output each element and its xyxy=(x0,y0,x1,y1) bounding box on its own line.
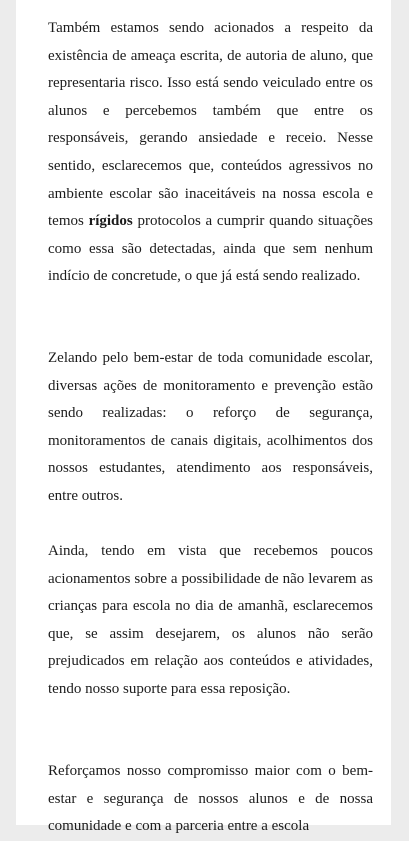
paragraph-threat-notice-text-start: Também estamos sendo acionados a respeito da existência de ameaça escrita, de autoria de aluno, que representaria risco. Isso está sendo veiculado entre os alunos e percebemos também que entre os responsáveis, gerando ansiedade e receio. Nesse sentido, esclarecemos que, conteúdos agressivos no ambiente escolar são inaceitáveis na nossa escola e temos xyxy=(48,20,373,230)
emphasis-rigid: rígidos xyxy=(88,213,133,230)
paragraph-commitment: Reforçamos nosso compromisso maior com o bem-estar e segurança de nossos alunos e de nossa comunidade e com a parceria entre a escola xyxy=(48,763,373,835)
document-page xyxy=(16,0,391,835)
paragraph-monitoring-actions: Zelando pelo bem-estar de toda comunidade escolar, diversas ações de monitoramento e prevenção estão sendo realizadas: o reforço de segurança, monitoramentos de canais digitais, acolhimentos dos nossos estudantes, atendimento aos responsáveis, entre outros. xyxy=(48,350,373,504)
paragraph-threat-notice-text-end: protocolos a cumprir quando situações como essa são detectadas, ainda que sem nenhum indício de concretude, o que já está sendo realizado. xyxy=(48,213,373,285)
paragraph-threat-notice xyxy=(48,15,373,291)
paragraph-absence-policy: Ainda, tendo em vista que recebemos poucos acionamentos sobre a possibilidade de não levarem as crianças para escola no dia de amanhã, esclarecemos que, se assim desejarem, os alunos não serão prejudicados em relação aos conteúdos e atividades, tendo nosso suporte para essa reposição. xyxy=(48,543,373,697)
